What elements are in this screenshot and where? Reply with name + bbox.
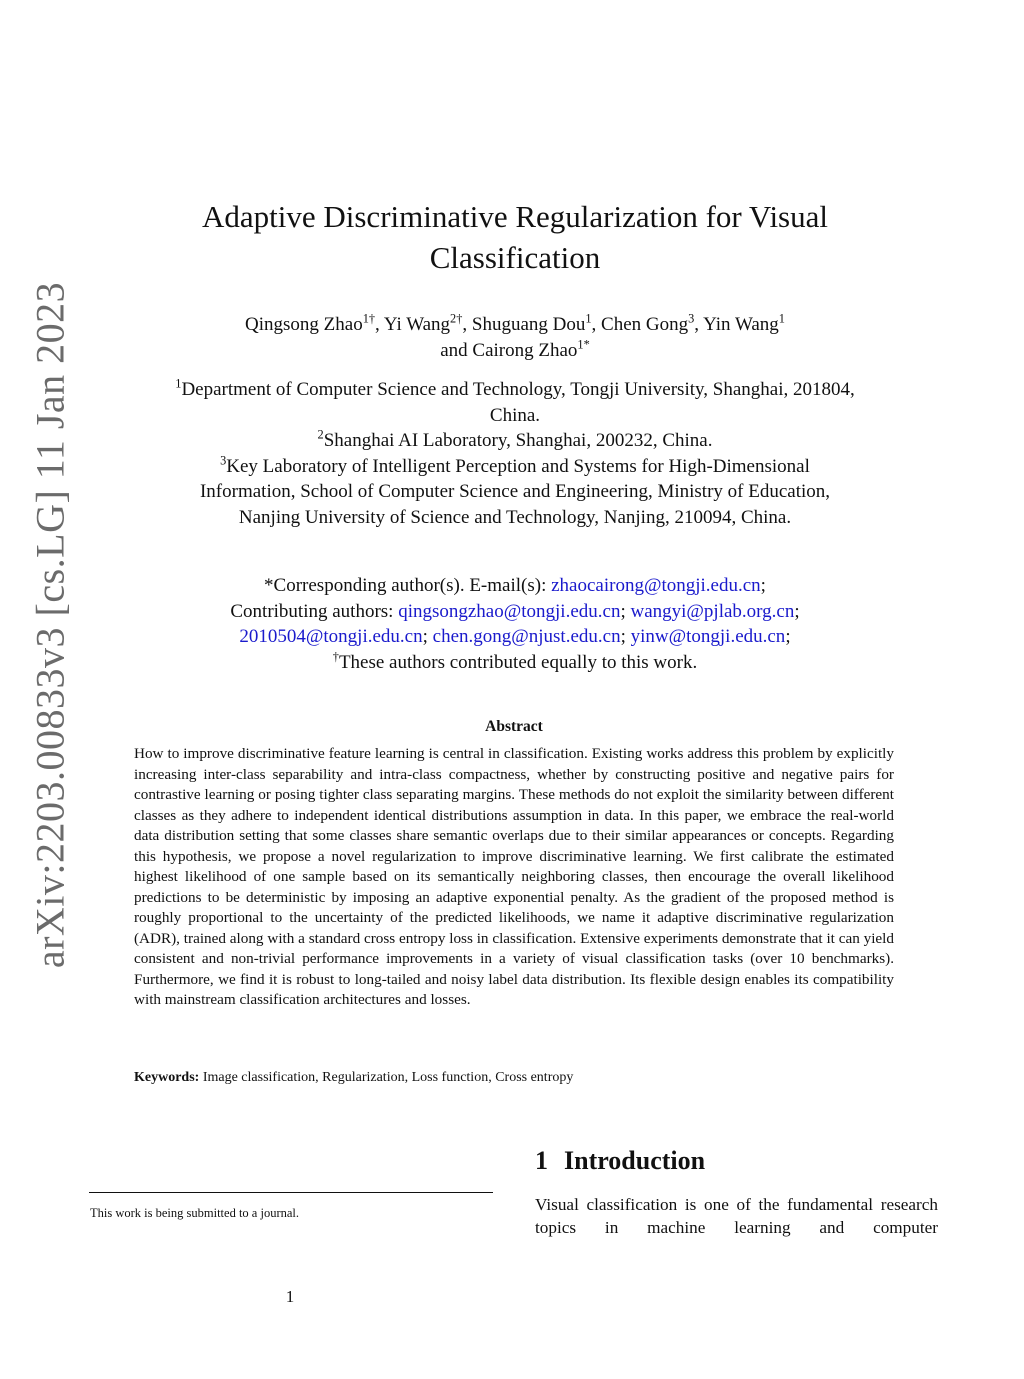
- author-name: Yin Wang: [703, 314, 779, 335]
- abstract-text: How to improve discriminative feature learning is central in classification. Existing works address this problem by explicitly increasing inter-class separability and intra-class compactness, whether by constructing positive and negative pairs for contrastive learning or posing tighter class separating margins. These methods do not exploit the similarity between different classes as they adhere to independent identical distributions assumption in data. In this paper, we embrace the real-world data distribution setting that some classes share semantic overlaps due to their similar appearances or concepts. Regarding this hypothesis, we propose a novel regularization to improve discriminative learning. We first calibrate the estimated highest likelihood of one sample based on its semantically neighboring classes, then encourage the overall likelihood predictions to be deterministic by imposing an adaptive exponential penalty. As the gradient of the proposed method is roughly proportional to the uncertainty of the predicted likelihoods, we name it adaptive discriminative regularization (ADR), trained along with a standard cross entropy loss in classification. Extensive experiments demonstrate that it can yield consistent and non-trivial performance improvements in a variety of visual classification tasks (over 10 benchmarks). Furthermore, we find it is robust to long-tailed and noisy label data distribution. Its flexible design enables its compatibility with mainstream classification architectures and losses.: [134, 745, 894, 1008]
- affiliation-3-cont: Information, School of Computer Science and Engineering, Ministry of Education,: [199, 481, 831, 502]
- email-link[interactable]: wangyi@pjlab.org.cn: [630, 600, 795, 622]
- author-name: Chen Gong: [601, 314, 689, 335]
- title-line-1: Adaptive Discriminative Regularization for Visual: [201, 199, 828, 234]
- email-link[interactable]: qingsongzhao@tongji.edu.cn: [398, 600, 621, 622]
- corresponding-label: *Corresponding author(s). E-mail(s):: [264, 575, 552, 596]
- author-affil-mark: 2†: [450, 311, 463, 326]
- keywords: [134, 1070, 894, 1086]
- email-link[interactable]: 2010504@tongji.edu.cn: [239, 626, 423, 647]
- equal-contribution-note: [100, 650, 930, 676]
- section-number: 1: [535, 1146, 548, 1175]
- affiliation-text: Shanghai AI Laboratory, Shanghai, 200232, China.: [323, 430, 713, 451]
- author-separator: ,: [375, 314, 384, 335]
- author-affil-mark: 1*: [577, 337, 590, 352]
- author-affil-mark: 1†: [362, 311, 376, 326]
- contributing-authors-cont: 2010504@tongji.edu.cn; chen.gong@njust.edu.cn; yinw@tongji.edu.cn;: [239, 626, 791, 647]
- author-separator: ,: [591, 314, 602, 335]
- section-heading: [535, 1146, 705, 1176]
- affiliation-3: [100, 454, 930, 480]
- equal-contribution-text: These authors contributed equally to this work.: [338, 651, 698, 673]
- affiliation-text: Key Laboratory of Intelligent Perception and Systems for High-Dimensional: [226, 455, 810, 477]
- author-list: [120, 312, 910, 364]
- footnote: This work is being submitted to a journal.: [90, 1206, 300, 1220]
- author-name: Shuguang Dou: [471, 314, 586, 335]
- keywords-text: Image classification, Regularization, Loss function, Cross entropy: [202, 1070, 574, 1085]
- section-title: Introduction: [564, 1146, 706, 1175]
- affiliation-mark: 1: [175, 376, 182, 391]
- corresponding-author: *Corresponding author(s). E-mail(s): zhaocairong@tongji.edu.cn;: [264, 575, 766, 596]
- affiliation-mark: 2: [317, 427, 324, 442]
- email-link[interactable]: yinw@tongji.edu.cn: [630, 626, 786, 647]
- affiliation-list: [100, 377, 930, 530]
- abstract-heading: Abstract: [485, 718, 543, 735]
- page-number: 1: [285, 1287, 295, 1306]
- email-link[interactable]: zhaocairong@tongji.edu.cn: [551, 575, 761, 596]
- affiliation-3-cont: Nanjing University of Science and Technology, Nanjing, 210094, China.: [238, 506, 792, 528]
- affiliation-1: [100, 377, 930, 403]
- author-name: Qingsong Zhao: [245, 314, 363, 335]
- email-link[interactable]: chen.gong@njust.edu.cn: [432, 626, 621, 647]
- author-name: Yi Wang: [383, 314, 451, 335]
- author-separator: ,: [694, 314, 704, 335]
- author-name: and Cairong Zhao: [440, 340, 578, 361]
- arxiv-identifier: arXiv:2203.00833v3 [cs.LG] 11 Jan 2023: [27, 281, 73, 969]
- dagger-mark: †: [332, 649, 339, 664]
- author-affil-mark: 1: [778, 311, 785, 326]
- affiliation-text: Department of Computer Science and Technology, Tongji University, Shanghai, 201804,: [181, 379, 855, 400]
- contact-block: [100, 573, 930, 675]
- footnote-divider: [89, 1192, 493, 1193]
- keywords-label: Keywords:: [134, 1070, 200, 1085]
- affiliation-1-cont: China.: [489, 404, 541, 426]
- title-line-2: Classification: [429, 240, 601, 275]
- author-affil-mark: 3: [688, 311, 695, 326]
- contributing-label: Contributing authors:: [230, 600, 399, 622]
- paper-title: [150, 196, 880, 278]
- affiliation-2: [100, 428, 930, 454]
- affiliation-mark: 3: [220, 453, 227, 468]
- author-separator: ,: [462, 314, 472, 335]
- contributing-authors: Contributing authors: qingsongzhao@tongji.edu.cn; wangyi@pjlab.org.cn;: [230, 600, 800, 622]
- author-affil-mark: 1: [585, 311, 592, 326]
- introduction-text: Visual classification is one of the fundamental research topics in machine learning and computer: [535, 1195, 938, 1237]
